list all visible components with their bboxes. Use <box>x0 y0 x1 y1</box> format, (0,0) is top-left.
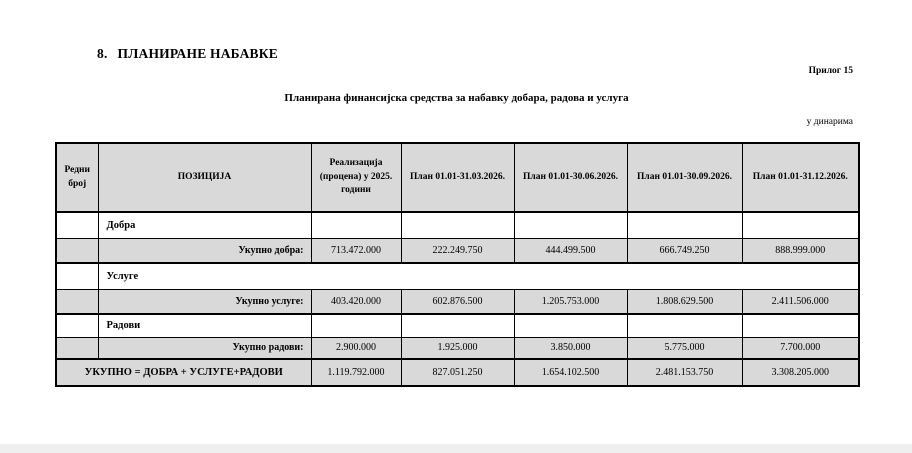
total-label-works: Укупно радови: <box>98 337 311 359</box>
col-header-ordinal: Редни број <box>56 143 98 212</box>
empty-cell <box>627 212 742 238</box>
ordinal-cell <box>56 263 98 289</box>
empty-cell <box>311 212 401 238</box>
currency-note: у динарима <box>806 117 853 127</box>
works-plan-q4: 7.700.000 <box>742 337 859 359</box>
category-row-services <box>56 263 859 289</box>
empty-cell <box>742 314 859 337</box>
table-title: Планирана финансијска средства за набавку добара, радова и услуга <box>284 92 629 104</box>
total-row-works <box>56 337 859 359</box>
total-label-services: Укупно услуге: <box>98 289 311 314</box>
empty-cell <box>514 314 627 337</box>
goods-plan-q1: 222.249.750 <box>401 238 514 263</box>
planned-procurement-table <box>55 142 860 387</box>
services-plan-q1: 602.876.500 <box>401 289 514 314</box>
page-bottom-gap <box>0 444 912 453</box>
works-plan-q2: 3.850.000 <box>514 337 627 359</box>
works-plan-q1: 1.925.000 <box>401 337 514 359</box>
empty-cell <box>627 314 742 337</box>
category-label-goods: Добра <box>98 212 311 238</box>
empty-cell <box>401 314 514 337</box>
empty-cell <box>311 314 401 337</box>
goods-plan-q3: 666.749.250 <box>627 238 742 263</box>
total-row-goods <box>56 238 859 263</box>
works-plan-q3: 5.775.000 <box>627 337 742 359</box>
table-header-row <box>56 143 859 212</box>
goods-plan-q2: 444.499.500 <box>514 238 627 263</box>
col-header-plan-q1: План 01.01-31.03.2026. <box>401 143 514 212</box>
category-label-services: Услуге <box>98 263 859 289</box>
col-header-position: ПОЗИЦИЈА <box>98 143 311 212</box>
col-header-plan-q4: План 01.01-31.12.2026. <box>742 143 859 212</box>
grand-total-label: УКУПНО = ДОБРА + УСЛУГЕ+РАДОВИ <box>56 359 311 386</box>
services-plan-q4: 2.411.506.000 <box>742 289 859 314</box>
grand-total-plan-q4: 3.308.205.000 <box>742 359 859 386</box>
grand-total-plan-q1: 827.051.250 <box>401 359 514 386</box>
goods-realization-2025: 713.472.000 <box>311 238 401 263</box>
col-header-plan-q3: План 01.01-30.09.2026. <box>627 143 742 212</box>
category-row-goods <box>56 212 859 238</box>
section-heading <box>97 46 278 62</box>
ordinal-cell <box>56 238 98 263</box>
goods-plan-q4: 888.999.000 <box>742 238 859 263</box>
attachment-label: Прилог 15 <box>808 66 853 76</box>
col-header-realization-2025: Реализација (процена) у 2025. години <box>311 143 401 212</box>
grand-total-plan-q2: 1.654.102.500 <box>514 359 627 386</box>
empty-cell <box>742 212 859 238</box>
works-realization-2025: 2.900.000 <box>311 337 401 359</box>
total-label-goods: Укупно добра: <box>98 238 311 263</box>
total-row-services <box>56 289 859 314</box>
services-plan-q3: 1.808.629.500 <box>627 289 742 314</box>
ordinal-cell <box>56 337 98 359</box>
ordinal-cell <box>56 314 98 337</box>
grand-total-realization-2025: 1.119.792.000 <box>311 359 401 386</box>
category-row-works <box>56 314 859 337</box>
grand-total-row <box>56 359 859 386</box>
ordinal-cell <box>56 289 98 314</box>
section-title: ПЛАНИРАНЕ НАБАВКЕ <box>117 46 278 61</box>
empty-cell <box>401 212 514 238</box>
services-plan-q2: 1.205.753.000 <box>514 289 627 314</box>
empty-cell <box>514 212 627 238</box>
grand-total-plan-q3: 2.481.153.750 <box>627 359 742 386</box>
ordinal-cell <box>56 212 98 238</box>
category-label-works: Радови <box>98 314 311 337</box>
section-number: 8. <box>97 46 108 61</box>
services-realization-2025: 403.420.000 <box>311 289 401 314</box>
col-header-plan-q2: План 01.01-30.06.2026. <box>514 143 627 212</box>
